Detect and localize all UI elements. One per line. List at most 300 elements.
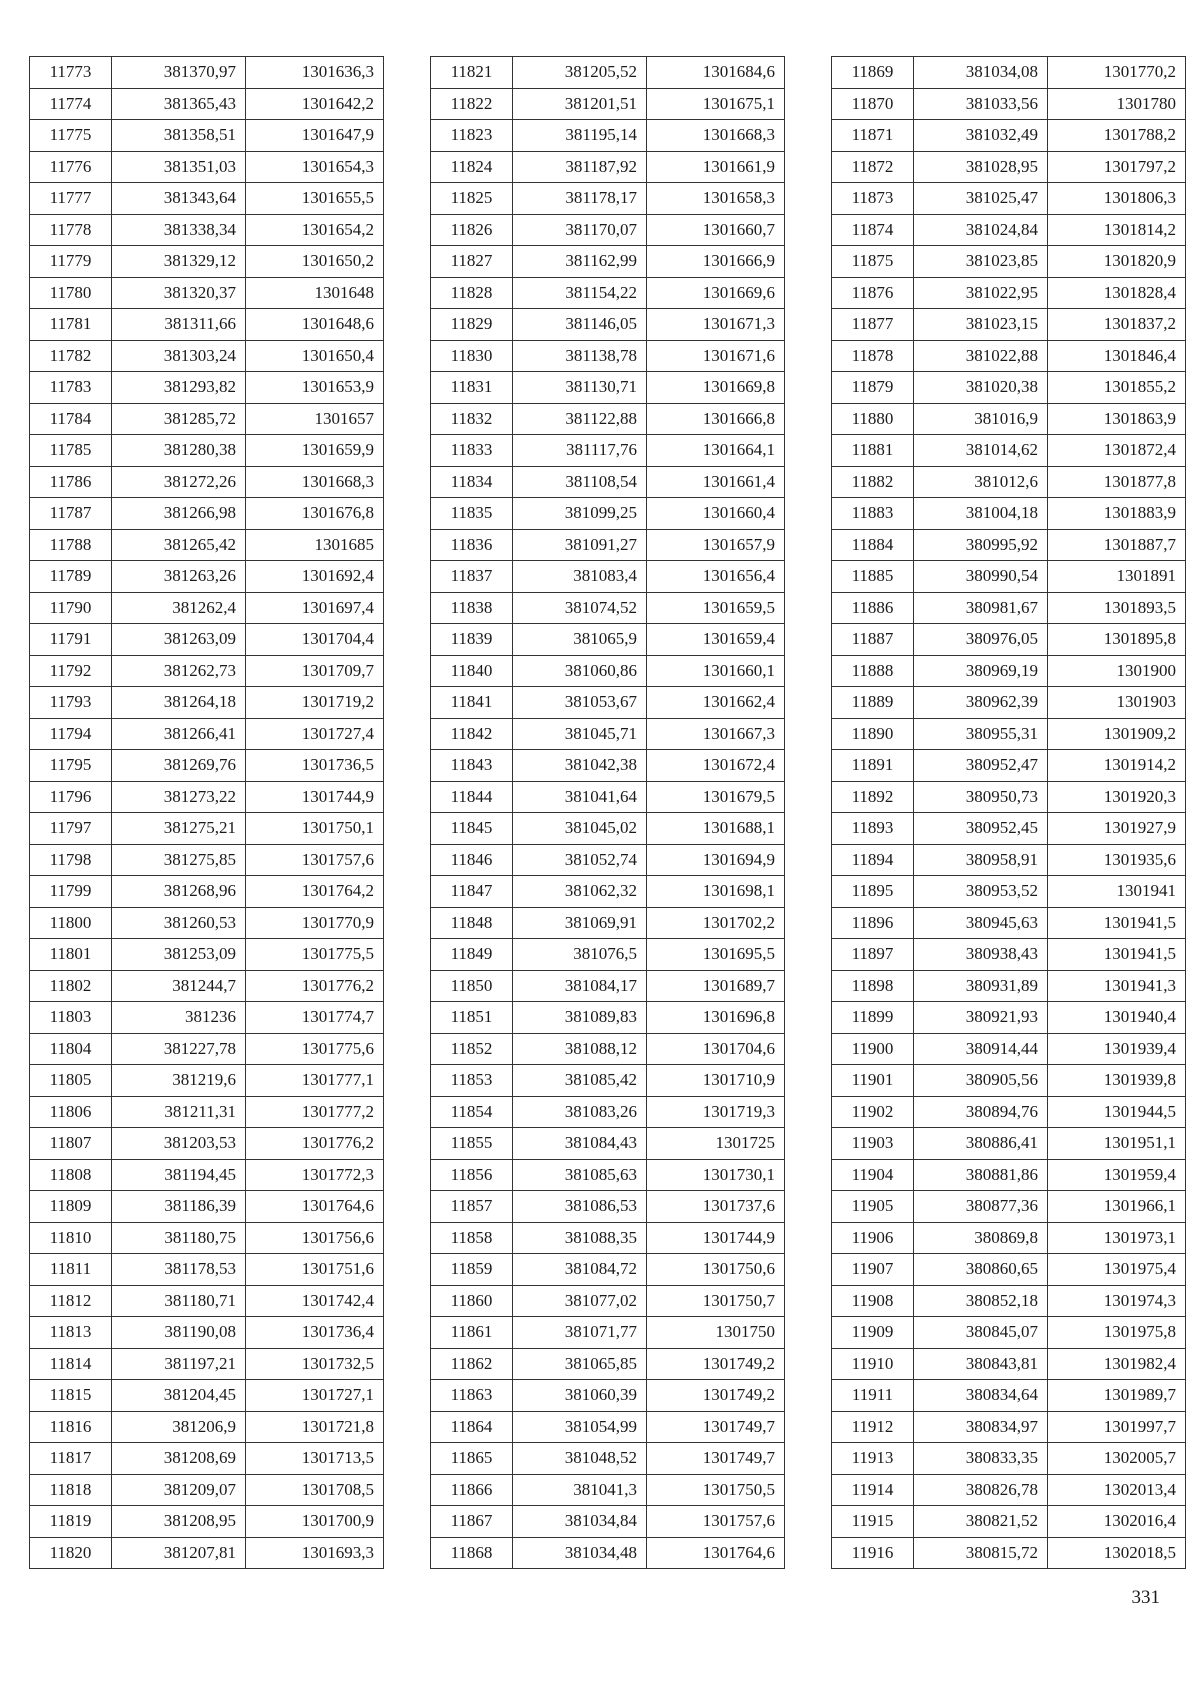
x-coordinate-cell: 381048,52 (513, 1443, 647, 1475)
y-coordinate-cell: 1301837,2 (1048, 309, 1186, 341)
table-row (832, 1222, 1186, 1254)
y-coordinate-cell: 1301846,4 (1048, 340, 1186, 372)
x-coordinate-cell: 381208,69 (112, 1443, 246, 1475)
x-coordinate-cell: 381266,98 (112, 498, 246, 530)
table-row (30, 939, 384, 971)
point-number-cell: 11842 (431, 718, 513, 750)
y-coordinate-cell: 1301668,3 (246, 466, 384, 498)
x-coordinate-cell: 380931,89 (914, 970, 1048, 1002)
x-coordinate-cell: 381117,76 (513, 435, 647, 467)
y-coordinate-cell: 1301736,5 (246, 750, 384, 782)
x-coordinate-cell: 380881,86 (914, 1159, 1048, 1191)
y-coordinate-cell: 1302013,4 (1048, 1474, 1186, 1506)
table-row (832, 561, 1186, 593)
point-number-cell: 11813 (30, 1317, 112, 1349)
point-number-cell: 11857 (431, 1191, 513, 1223)
x-coordinate-cell: 381178,53 (112, 1254, 246, 1286)
point-number-cell: 11814 (30, 1348, 112, 1380)
point-number-cell: 11889 (832, 687, 914, 719)
point-number-cell: 11805 (30, 1065, 112, 1097)
x-coordinate-cell: 381042,38 (513, 750, 647, 782)
point-number-cell: 11904 (832, 1159, 914, 1191)
y-coordinate-cell: 1301654,3 (246, 151, 384, 183)
point-number-cell: 11802 (30, 970, 112, 1002)
y-coordinate-cell: 1301750,6 (647, 1254, 785, 1286)
x-coordinate-cell: 381071,77 (513, 1317, 647, 1349)
point-number-cell: 11836 (431, 529, 513, 561)
y-coordinate-cell: 1301727,4 (246, 718, 384, 750)
y-coordinate-cell: 1301820,9 (1048, 246, 1186, 278)
y-coordinate-cell: 1301903 (1048, 687, 1186, 719)
y-coordinate-cell: 1301744,9 (647, 1222, 785, 1254)
y-coordinate-cell: 1301814,2 (1048, 214, 1186, 246)
y-coordinate-cell: 1301777,2 (246, 1096, 384, 1128)
table-row (30, 309, 384, 341)
y-coordinate-cell: 1301749,7 (647, 1411, 785, 1443)
y-coordinate-cell: 1301770,9 (246, 907, 384, 939)
point-number-cell: 11882 (832, 466, 914, 498)
x-coordinate-cell: 381033,56 (914, 88, 1048, 120)
table-row (30, 1285, 384, 1317)
table-row (30, 1537, 384, 1569)
table-row (431, 498, 785, 530)
x-coordinate-cell: 381260,53 (112, 907, 246, 939)
x-coordinate-cell: 381034,48 (513, 1537, 647, 1569)
x-coordinate-cell: 381194,45 (112, 1159, 246, 1191)
table-row (30, 435, 384, 467)
x-coordinate-cell: 380815,72 (914, 1537, 1048, 1569)
table-row (431, 277, 785, 309)
y-coordinate-cell: 1301657,9 (647, 529, 785, 561)
table-row (431, 876, 785, 908)
table-row (30, 1348, 384, 1380)
y-coordinate-cell: 1301774,7 (246, 1002, 384, 1034)
table-row (431, 1159, 785, 1191)
y-coordinate-cell: 1301941,3 (1048, 970, 1186, 1002)
y-coordinate-cell: 1301944,5 (1048, 1096, 1186, 1128)
point-number-cell: 11868 (431, 1537, 513, 1569)
y-coordinate-cell: 1301927,9 (1048, 813, 1186, 845)
table-row (30, 813, 384, 845)
y-coordinate-cell: 1301909,2 (1048, 718, 1186, 750)
y-coordinate-cell: 1301776,2 (246, 1128, 384, 1160)
point-number-cell: 11853 (431, 1065, 513, 1097)
y-coordinate-cell: 1301647,9 (246, 120, 384, 152)
y-coordinate-cell: 1301685 (246, 529, 384, 561)
table-row (431, 970, 785, 1002)
table-row (30, 1128, 384, 1160)
x-coordinate-cell: 380860,65 (914, 1254, 1048, 1286)
x-coordinate-cell: 381060,39 (513, 1380, 647, 1412)
y-coordinate-cell: 1301648 (246, 277, 384, 309)
x-coordinate-cell: 380826,78 (914, 1474, 1048, 1506)
point-number-cell: 11858 (431, 1222, 513, 1254)
point-number-cell: 11843 (431, 750, 513, 782)
table-row (431, 1002, 785, 1034)
y-coordinate-cell: 1301666,9 (647, 246, 785, 278)
point-number-cell: 11817 (30, 1443, 112, 1475)
table-row (431, 183, 785, 215)
x-coordinate-cell: 381024,84 (914, 214, 1048, 246)
x-coordinate-cell: 381244,7 (112, 970, 246, 1002)
point-number-cell: 11874 (832, 214, 914, 246)
y-coordinate-cell: 1301672,4 (647, 750, 785, 782)
y-coordinate-cell: 1301689,7 (647, 970, 785, 1002)
x-coordinate-cell: 381269,76 (112, 750, 246, 782)
x-coordinate-cell: 380952,45 (914, 813, 1048, 845)
y-coordinate-cell: 1301659,4 (647, 624, 785, 656)
point-number-cell: 11815 (30, 1380, 112, 1412)
x-coordinate-cell: 381065,85 (513, 1348, 647, 1380)
x-coordinate-cell: 381130,71 (513, 372, 647, 404)
point-number-cell: 11915 (832, 1506, 914, 1538)
table-row (30, 340, 384, 372)
point-number-cell: 11799 (30, 876, 112, 908)
point-number-cell: 11777 (30, 183, 112, 215)
point-number-cell: 11894 (832, 844, 914, 876)
table-row (30, 1065, 384, 1097)
point-number-cell: 11884 (832, 529, 914, 561)
point-number-cell: 11886 (832, 592, 914, 624)
table-row (832, 1474, 1186, 1506)
table-row (832, 498, 1186, 530)
table-row (30, 57, 384, 89)
table-row (431, 844, 785, 876)
table-row (30, 466, 384, 498)
point-number-cell: 11830 (431, 340, 513, 372)
point-number-cell: 11910 (832, 1348, 914, 1380)
x-coordinate-cell: 381262,4 (112, 592, 246, 624)
y-coordinate-cell: 1301660,7 (647, 214, 785, 246)
point-number-cell: 11776 (30, 151, 112, 183)
point-number-cell: 11840 (431, 655, 513, 687)
table-row (431, 1348, 785, 1380)
point-number-cell: 11838 (431, 592, 513, 624)
table-row (431, 57, 785, 89)
x-coordinate-cell: 380952,47 (914, 750, 1048, 782)
y-coordinate-cell: 1301656,4 (647, 561, 785, 593)
point-number-cell: 11849 (431, 939, 513, 971)
x-coordinate-cell: 381023,85 (914, 246, 1048, 278)
x-coordinate-cell: 381099,25 (513, 498, 647, 530)
point-number-cell: 11860 (431, 1285, 513, 1317)
point-number-cell: 11782 (30, 340, 112, 372)
point-number-cell: 11883 (832, 498, 914, 530)
table-row (832, 340, 1186, 372)
table-row (431, 466, 785, 498)
x-coordinate-cell: 380962,39 (914, 687, 1048, 719)
table-row (30, 1443, 384, 1475)
y-coordinate-cell: 1301756,6 (246, 1222, 384, 1254)
point-number-cell: 11902 (832, 1096, 914, 1128)
x-coordinate-cell: 381074,52 (513, 592, 647, 624)
point-number-cell: 11837 (431, 561, 513, 593)
point-number-cell: 11872 (832, 151, 914, 183)
x-coordinate-cell: 381052,74 (513, 844, 647, 876)
x-coordinate-cell: 381065,9 (513, 624, 647, 656)
y-coordinate-cell: 1301891 (1048, 561, 1186, 593)
table-row (832, 939, 1186, 971)
table-row (431, 1317, 785, 1349)
x-coordinate-cell: 380945,63 (914, 907, 1048, 939)
x-coordinate-cell: 381211,31 (112, 1096, 246, 1128)
table-row (30, 970, 384, 1002)
y-coordinate-cell: 1301704,4 (246, 624, 384, 656)
x-coordinate-cell: 380877,36 (914, 1191, 1048, 1223)
y-coordinate-cell: 1301719,3 (647, 1096, 785, 1128)
point-number-cell: 11791 (30, 624, 112, 656)
x-coordinate-cell: 380894,76 (914, 1096, 1048, 1128)
point-number-cell: 11859 (431, 1254, 513, 1286)
point-number-cell: 11855 (431, 1128, 513, 1160)
table-row (30, 372, 384, 404)
point-number-cell: 11781 (30, 309, 112, 341)
y-coordinate-cell: 1301700,9 (246, 1506, 384, 1538)
table-row (30, 183, 384, 215)
point-number-cell: 11832 (431, 403, 513, 435)
x-coordinate-cell: 381084,17 (513, 970, 647, 1002)
x-coordinate-cell: 381197,21 (112, 1348, 246, 1380)
y-coordinate-cell: 1301698,1 (647, 876, 785, 908)
y-coordinate-cell: 1301669,6 (647, 277, 785, 309)
table-row (832, 1254, 1186, 1286)
point-number-cell: 11908 (832, 1285, 914, 1317)
table-row (832, 1002, 1186, 1034)
x-coordinate-cell: 381266,41 (112, 718, 246, 750)
point-number-cell: 11795 (30, 750, 112, 782)
x-coordinate-cell: 381219,6 (112, 1065, 246, 1097)
x-coordinate-cell: 381028,95 (914, 151, 1048, 183)
point-number-cell: 11896 (832, 907, 914, 939)
point-number-cell: 11821 (431, 57, 513, 89)
y-coordinate-cell: 1301959,4 (1048, 1159, 1186, 1191)
y-coordinate-cell: 1301772,3 (246, 1159, 384, 1191)
table-row (30, 1096, 384, 1128)
point-number-cell: 11775 (30, 120, 112, 152)
x-coordinate-cell: 381209,07 (112, 1474, 246, 1506)
point-number-cell: 11899 (832, 1002, 914, 1034)
table-row (431, 1411, 785, 1443)
point-number-cell: 11912 (832, 1411, 914, 1443)
x-coordinate-cell: 381060,86 (513, 655, 647, 687)
x-coordinate-cell: 381264,18 (112, 687, 246, 719)
x-coordinate-cell: 381108,54 (513, 466, 647, 498)
x-coordinate-cell: 381085,42 (513, 1065, 647, 1097)
point-number-cell: 11793 (30, 687, 112, 719)
x-coordinate-cell: 381076,5 (513, 939, 647, 971)
x-coordinate-cell: 381320,37 (112, 277, 246, 309)
point-number-cell: 11866 (431, 1474, 513, 1506)
y-coordinate-cell: 1301750,5 (647, 1474, 785, 1506)
y-coordinate-cell: 1301709,7 (246, 655, 384, 687)
table-row (431, 1128, 785, 1160)
x-coordinate-cell: 380938,43 (914, 939, 1048, 971)
x-coordinate-cell: 381170,07 (513, 214, 647, 246)
y-coordinate-cell: 1301777,1 (246, 1065, 384, 1097)
table-row (30, 907, 384, 939)
table-row (30, 403, 384, 435)
table-row (832, 372, 1186, 404)
y-coordinate-cell: 1301658,3 (647, 183, 785, 215)
point-number-cell: 11806 (30, 1096, 112, 1128)
table-row (431, 1443, 785, 1475)
y-coordinate-cell: 1301692,4 (246, 561, 384, 593)
x-coordinate-cell: 381275,85 (112, 844, 246, 876)
table-row (832, 844, 1186, 876)
table-row (832, 907, 1186, 939)
point-number-cell: 11778 (30, 214, 112, 246)
y-coordinate-cell: 1301797,2 (1048, 151, 1186, 183)
table-row (30, 1254, 384, 1286)
point-number-cell: 11796 (30, 781, 112, 813)
table-row (431, 120, 785, 152)
table-row (431, 340, 785, 372)
coordinates-table-3 (831, 56, 1186, 1569)
y-coordinate-cell: 1301750 (647, 1317, 785, 1349)
point-number-cell: 11807 (30, 1128, 112, 1160)
table-row (30, 1033, 384, 1065)
table-row (30, 151, 384, 183)
x-coordinate-cell: 380976,05 (914, 624, 1048, 656)
x-coordinate-cell: 381154,22 (513, 277, 647, 309)
x-coordinate-cell: 380869,8 (914, 1222, 1048, 1254)
table-row (431, 813, 785, 845)
table-row (431, 718, 785, 750)
y-coordinate-cell: 1301982,4 (1048, 1348, 1186, 1380)
x-coordinate-cell: 381054,99 (513, 1411, 647, 1443)
table-row (832, 403, 1186, 435)
table-row (431, 246, 785, 278)
y-coordinate-cell: 1301975,8 (1048, 1317, 1186, 1349)
point-number-cell: 11863 (431, 1380, 513, 1412)
x-coordinate-cell: 381236 (112, 1002, 246, 1034)
x-coordinate-cell: 381034,08 (914, 57, 1048, 89)
point-number-cell: 11913 (832, 1443, 914, 1475)
x-coordinate-cell: 381265,42 (112, 529, 246, 561)
x-coordinate-cell: 381086,53 (513, 1191, 647, 1223)
y-coordinate-cell: 1301669,8 (647, 372, 785, 404)
y-coordinate-cell: 1301764,6 (647, 1537, 785, 1569)
x-coordinate-cell: 381045,02 (513, 813, 647, 845)
point-number-cell: 11829 (431, 309, 513, 341)
point-number-cell: 11825 (431, 183, 513, 215)
x-coordinate-cell: 381273,22 (112, 781, 246, 813)
y-coordinate-cell: 1301650,2 (246, 246, 384, 278)
point-number-cell: 11831 (431, 372, 513, 404)
point-number-cell: 11873 (832, 183, 914, 215)
point-number-cell: 11845 (431, 813, 513, 845)
x-coordinate-cell: 380969,19 (914, 655, 1048, 687)
y-coordinate-cell: 1301730,1 (647, 1159, 785, 1191)
point-number-cell: 11801 (30, 939, 112, 971)
y-coordinate-cell: 1301941 (1048, 876, 1186, 908)
y-coordinate-cell: 1301920,3 (1048, 781, 1186, 813)
x-coordinate-cell: 381178,17 (513, 183, 647, 215)
x-coordinate-cell: 381022,88 (914, 340, 1048, 372)
x-coordinate-cell: 381146,05 (513, 309, 647, 341)
x-coordinate-cell: 381045,71 (513, 718, 647, 750)
point-number-cell: 11881 (832, 435, 914, 467)
y-coordinate-cell: 1301975,4 (1048, 1254, 1186, 1286)
y-coordinate-cell: 1301668,3 (647, 120, 785, 152)
point-number-cell: 11794 (30, 718, 112, 750)
y-coordinate-cell: 1301749,2 (647, 1380, 785, 1412)
y-coordinate-cell: 1301697,4 (246, 592, 384, 624)
x-coordinate-cell: 381201,51 (513, 88, 647, 120)
point-number-cell: 11828 (431, 277, 513, 309)
point-number-cell: 11898 (832, 970, 914, 1002)
y-coordinate-cell: 1301675,1 (647, 88, 785, 120)
x-coordinate-cell: 381303,24 (112, 340, 246, 372)
point-number-cell: 11911 (832, 1380, 914, 1412)
table-row (832, 1065, 1186, 1097)
x-coordinate-cell: 381022,95 (914, 277, 1048, 309)
y-coordinate-cell: 1301654,2 (246, 214, 384, 246)
point-number-cell: 11833 (431, 435, 513, 467)
point-number-cell: 11916 (832, 1537, 914, 1569)
x-coordinate-cell: 380958,91 (914, 844, 1048, 876)
point-number-cell: 11879 (832, 372, 914, 404)
point-number-cell: 11820 (30, 1537, 112, 1569)
x-coordinate-cell: 381014,62 (914, 435, 1048, 467)
table-row (30, 1222, 384, 1254)
table-row (832, 813, 1186, 845)
x-coordinate-cell: 381186,39 (112, 1191, 246, 1223)
point-number-cell: 11803 (30, 1002, 112, 1034)
point-number-cell: 11847 (431, 876, 513, 908)
y-coordinate-cell: 1301895,8 (1048, 624, 1186, 656)
point-number-cell: 11826 (431, 214, 513, 246)
point-number-cell: 11785 (30, 435, 112, 467)
point-number-cell: 11779 (30, 246, 112, 278)
y-coordinate-cell: 1301883,9 (1048, 498, 1186, 530)
y-coordinate-cell: 1301727,1 (246, 1380, 384, 1412)
x-coordinate-cell: 380990,54 (914, 561, 1048, 593)
point-number-cell: 11848 (431, 907, 513, 939)
table-row (832, 151, 1186, 183)
y-coordinate-cell: 1301694,9 (647, 844, 785, 876)
y-coordinate-cell: 1301877,8 (1048, 466, 1186, 498)
table-row (832, 466, 1186, 498)
table-row (431, 1033, 785, 1065)
table-row (431, 655, 785, 687)
point-number-cell: 11909 (832, 1317, 914, 1349)
y-coordinate-cell: 1301702,2 (647, 907, 785, 939)
table-row (30, 1380, 384, 1412)
point-number-cell: 11893 (832, 813, 914, 845)
table-row (30, 1474, 384, 1506)
point-number-cell: 11861 (431, 1317, 513, 1349)
table-row (832, 592, 1186, 624)
point-number-cell: 11835 (431, 498, 513, 530)
table-row (30, 246, 384, 278)
point-number-cell: 11851 (431, 1002, 513, 1034)
point-number-cell: 11890 (832, 718, 914, 750)
x-coordinate-cell: 381012,6 (914, 466, 1048, 498)
x-coordinate-cell: 381032,49 (914, 120, 1048, 152)
x-coordinate-cell: 381016,9 (914, 403, 1048, 435)
table-row (30, 1159, 384, 1191)
table-row (431, 592, 785, 624)
table-row (30, 277, 384, 309)
x-coordinate-cell: 381208,95 (112, 1506, 246, 1538)
x-coordinate-cell: 381263,26 (112, 561, 246, 593)
table-row (431, 309, 785, 341)
table-row (832, 876, 1186, 908)
y-coordinate-cell: 1301757,6 (246, 844, 384, 876)
x-coordinate-cell: 380914,44 (914, 1033, 1048, 1065)
table-row (832, 214, 1186, 246)
